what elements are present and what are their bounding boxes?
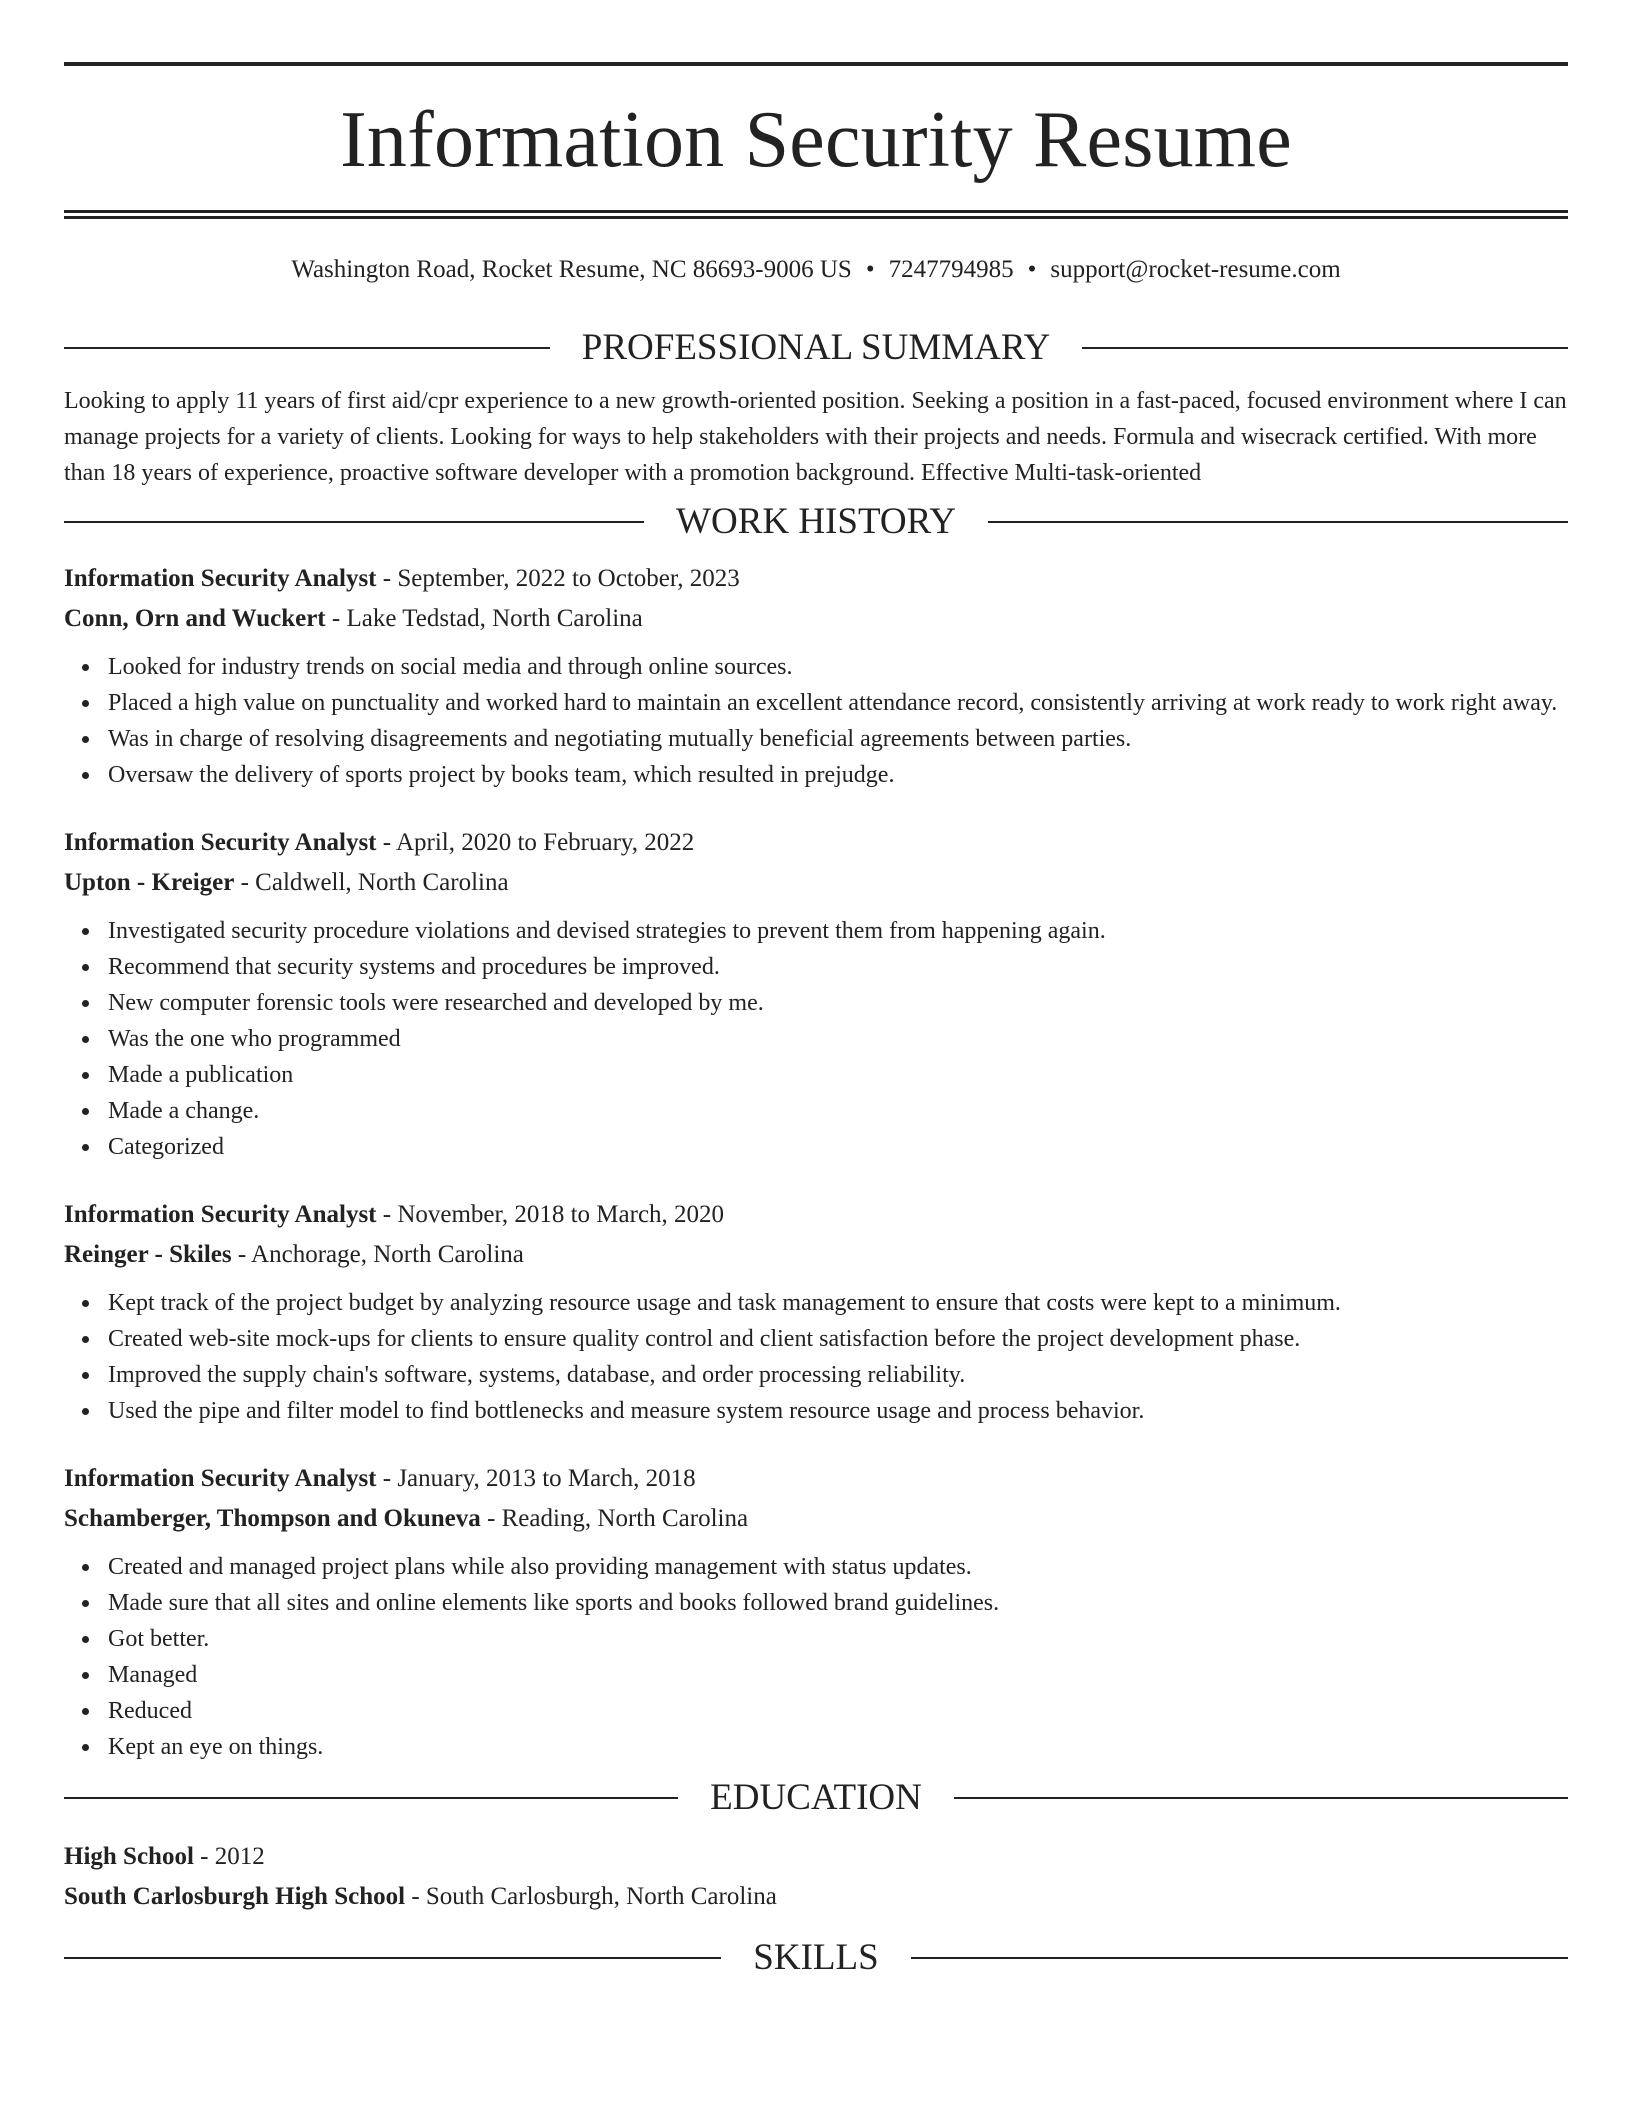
job-title-line (64, 1459, 1568, 1499)
job-bullet: Made a publication (108, 1057, 1568, 1093)
job-bullet: Improved the supply chain's software, systems, database, and order processing reliability. (108, 1357, 1568, 1393)
contact-separator: • (1027, 256, 1037, 283)
job-bullet: Created and managed project plans while also providing management with status updates. (108, 1549, 1568, 1585)
section-label: SKILLS (753, 1937, 879, 1978)
job-dates: - September, 2022 to October, 2023 (382, 565, 740, 592)
job-dates: - April, 2020 to February, 2022 (382, 829, 695, 856)
job-bullet: Kept track of the project budget by analyzing resource usage and task management to ensure that costs were kept to a minimum. (108, 1285, 1568, 1321)
job-title: Information Security Analyst (64, 1465, 377, 1492)
section-heading-work (64, 497, 1568, 547)
job-bullet: Used the pipe and filter model to find bottlenecks and measure system resource usage and process behavior. (108, 1393, 1568, 1429)
job-employer-line (64, 599, 1568, 639)
contact-separator: • (865, 256, 875, 283)
title-double-rule (64, 210, 1568, 219)
contact-email: support@rocket-resume.com (1050, 256, 1341, 283)
job-bullet: Recommend that security systems and procedures be improved. (108, 949, 1568, 985)
job-title-line (64, 823, 1568, 863)
job-title-line (64, 1195, 1568, 1235)
job-bullet: Placed a high value on punctuality and worked hard to maintain an excellent attendance record, consistently arriving at work ready to work right away. (108, 685, 1568, 721)
summary-text: Looking to apply 11 years of first aid/cpr experience to a new growth-oriented position. Seeking a position in a fast-paced, focused environment where I can manage projects for a variety of clients. Looking for ways to help stakeholders with their projects and needs. Formula and wisecrack certified. With more than 18 years of experience, proactive software developer with a promotion background. Effective Multi-task-oriented (64, 388, 1567, 486)
job-dates: - January, 2013 to March, 2018 (382, 1465, 696, 1492)
education-year: - 2012 (200, 1843, 265, 1870)
job-employer: Schamberger, Thompson and Okuneva (64, 1505, 481, 1532)
education-entry (64, 1837, 1568, 1917)
section-label: WORK HISTORY (676, 501, 956, 542)
education-school: South Carlosburgh High School (64, 1883, 406, 1910)
heading-rule-left (64, 1957, 721, 1959)
job-bullet: Categorized (108, 1129, 1568, 1165)
job-employer: Conn, Orn and Wuckert (64, 605, 326, 632)
section-heading-skills (64, 1933, 1568, 1983)
job-employer-line (64, 1235, 1568, 1275)
section-heading-summary (64, 323, 1568, 373)
heading-rule-left (64, 1797, 678, 1799)
job-entry (64, 1195, 1568, 1429)
job-bullet: Oversaw the delivery of sports project by books team, which resulted in prejudge. (108, 757, 1568, 793)
education-location: - South Carlosburgh, North Carolina (411, 1883, 777, 1910)
job-employer: Reinger - Skiles (64, 1241, 232, 1268)
job-bullet: Made sure that all sites and online elements like sports and books followed brand guidelines. (108, 1585, 1568, 1621)
job-location: - Anchorage, North Carolina (237, 1241, 524, 1268)
resume-title: Information Security Resume (340, 96, 1292, 184)
heading-rule-right (954, 1797, 1568, 1799)
job-entry (64, 559, 1568, 793)
education-school-line (64, 1877, 1568, 1917)
job-bullet: New computer forensic tools were researched and developed by me. (108, 985, 1568, 1021)
section-label: EDUCATION (710, 1777, 922, 1818)
heading-rule-left (64, 347, 550, 349)
job-bullets (64, 1285, 1568, 1429)
contact-address: Washington Road, Rocket Resume, NC 86693-9006 US (291, 256, 852, 283)
job-location: - Lake Tedstad, North Carolina (331, 605, 643, 632)
heading-rule-right (988, 521, 1568, 523)
job-bullets (64, 649, 1568, 793)
job-bullets (64, 913, 1568, 1165)
heading-rule-right (911, 1957, 1568, 1959)
education-degree: High School (64, 1843, 194, 1870)
job-employer: Upton - Kreiger (64, 869, 235, 896)
job-title: Information Security Analyst (64, 1201, 377, 1228)
job-title: Information Security Analyst (64, 565, 377, 592)
job-bullet: Investigated security procedure violations and devised strategies to prevent them from happening again. (108, 913, 1568, 949)
section-label: PROFESSIONAL SUMMARY (581, 327, 1051, 368)
heading-rule-left (64, 521, 644, 523)
job-bullet: Managed (108, 1657, 1568, 1693)
job-bullets (64, 1549, 1568, 1765)
job-bullet: Got better. (108, 1621, 1568, 1657)
job-bullet: Kept an eye on things. (108, 1729, 1568, 1765)
job-employer-line (64, 1499, 1568, 1539)
job-bullet: Looked for industry trends on social media and through online sources. (108, 649, 1568, 685)
job-title-line (64, 559, 1568, 599)
job-bullet: Made a change. (108, 1093, 1568, 1129)
job-entry (64, 823, 1568, 1165)
job-bullet: Was the one who programmed (108, 1021, 1568, 1057)
education-degree-line (64, 1837, 1568, 1877)
heading-rule-right (1082, 347, 1568, 349)
job-location: - Caldwell, North Carolina (240, 869, 509, 896)
job-bullet: Was in charge of resolving disagreements and negotiating mutually beneficial agreements between parties. (108, 721, 1568, 757)
job-title: Information Security Analyst (64, 829, 377, 856)
section-heading-education (64, 1773, 1568, 1823)
job-employer-line (64, 863, 1568, 903)
job-dates: - November, 2018 to March, 2020 (382, 1201, 725, 1228)
job-bullet: Created web-site mock-ups for clients to ensure quality control and client satisfaction before the project development phase. (108, 1321, 1568, 1357)
job-location: - Reading, North Carolina (487, 1505, 749, 1532)
job-bullet: Reduced (108, 1693, 1568, 1729)
contact-line (64, 253, 1568, 287)
contact-phone: 7247794985 (888, 256, 1014, 283)
job-entry (64, 1459, 1568, 1765)
